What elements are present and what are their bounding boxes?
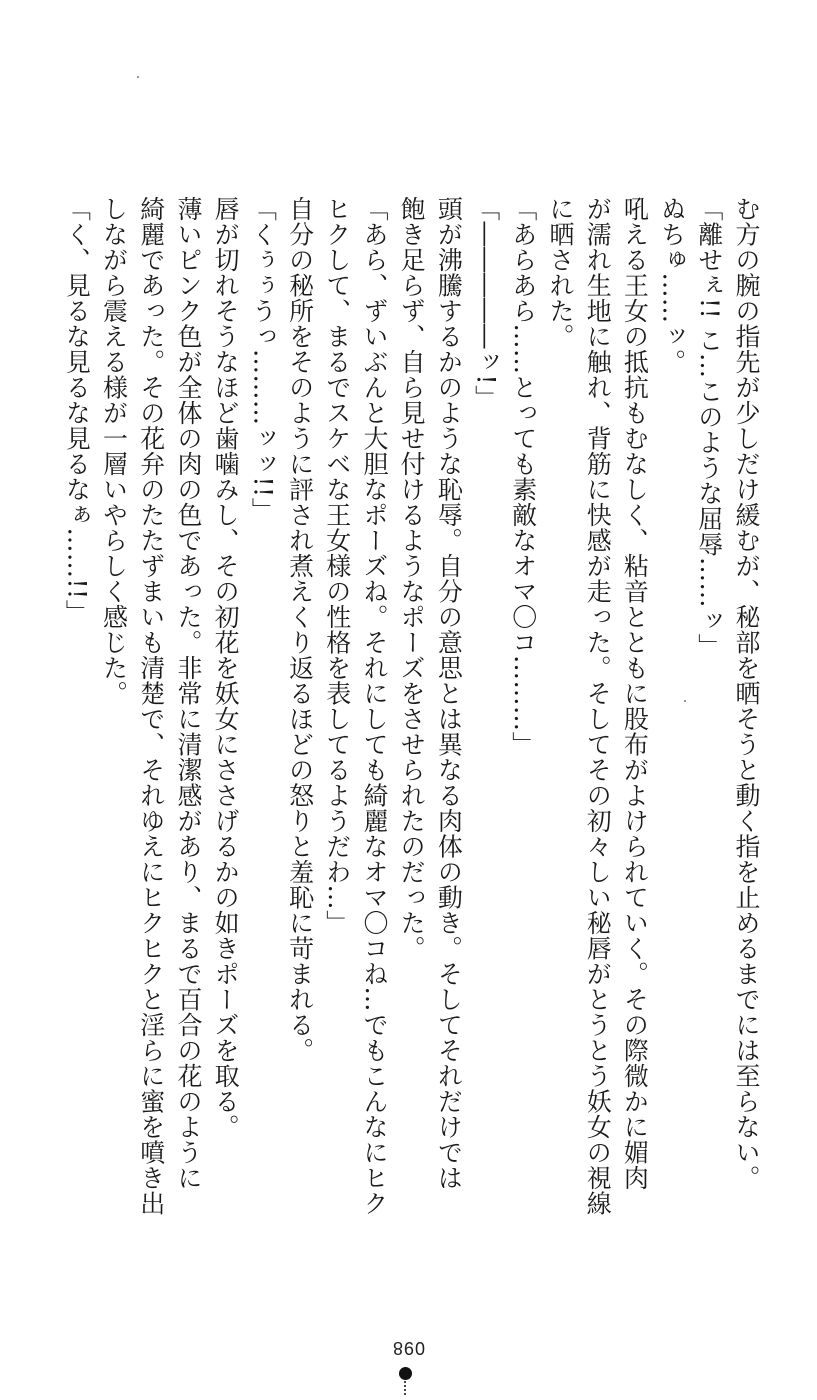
text-line: ヒクして、まるでスケベな王女様の性格を表してるようだわ…」 (322, 196, 352, 936)
text-line: む方の腕の指先が少しだけ緩むが、秘部を晒そうと動く指を止めるまでには至らない。 (732, 196, 761, 1191)
text-line: 唇が切れそうなほど歯噛みし、その初花を妖女にささげるかの如きポーズを取る。 (211, 196, 241, 1140)
text-line: 「くぅぅうっ………ッッ!!」 (248, 196, 278, 524)
text-line: に晒された。 (545, 196, 575, 349)
page-marker-tail (404, 1381, 408, 1395)
text-line: 「あらあら……とっても素敵なオマ〇コ………」 (508, 196, 538, 757)
text-line: しながら震える様が一層いやらしく感じた。 (99, 196, 129, 706)
scan-speck (137, 76, 139, 78)
text-line: 「く、見るな見るな見るなぁ……!!」 (62, 196, 92, 626)
text-line: 「あら、ずいぶんと大胆なポーズね。それにしても綺麗なオマ〇コね…でもこんなにヒク (359, 196, 389, 1216)
scan-speck (684, 700, 686, 702)
text-line: 「離せぇ!! こ…このような屈辱……ッ」 (694, 196, 724, 660)
text-line: 飽き足らず、自ら見せ付けるようなポーズをさせられたのだった。 (397, 196, 427, 961)
text-line: が濡れ生地に触れ、背筋に快感が走った。そしてその初々しい秘唇がとうとう妖女の視線 (583, 196, 613, 1216)
text-line: 薄いピンク色が全体の肉の色であった。非常に清潔感があり、まるで百合の花のように (173, 196, 203, 1191)
page-marker-dot (399, 1367, 412, 1380)
text-line: 頭が沸騰するかのような恥辱。自分の意思とは異なる肉体の動き。そしてそれだけでは (434, 196, 464, 1191)
text-line: 「―――――ッ!」 (471, 196, 501, 411)
text-line: ぬちゅ……ッ。 (657, 196, 687, 375)
vertical-text-body (58, 196, 765, 1306)
page-number: 098 (391, 1338, 426, 1358)
text-line: 綺麗であった。その花弁のたたずまいも清楚で、それゆえにヒクヒクと淫らに蜜を噴き出 (136, 196, 166, 1216)
text-line: 吼える王女の抵抗もむなしく、粘音とともに股布がよけられていく。その際微かに媚肉 (620, 196, 650, 1191)
text-line: 自分の秘所をそのように評され煮えくり返るほどの怒りと羞恥に苛まれる。 (285, 196, 315, 1063)
